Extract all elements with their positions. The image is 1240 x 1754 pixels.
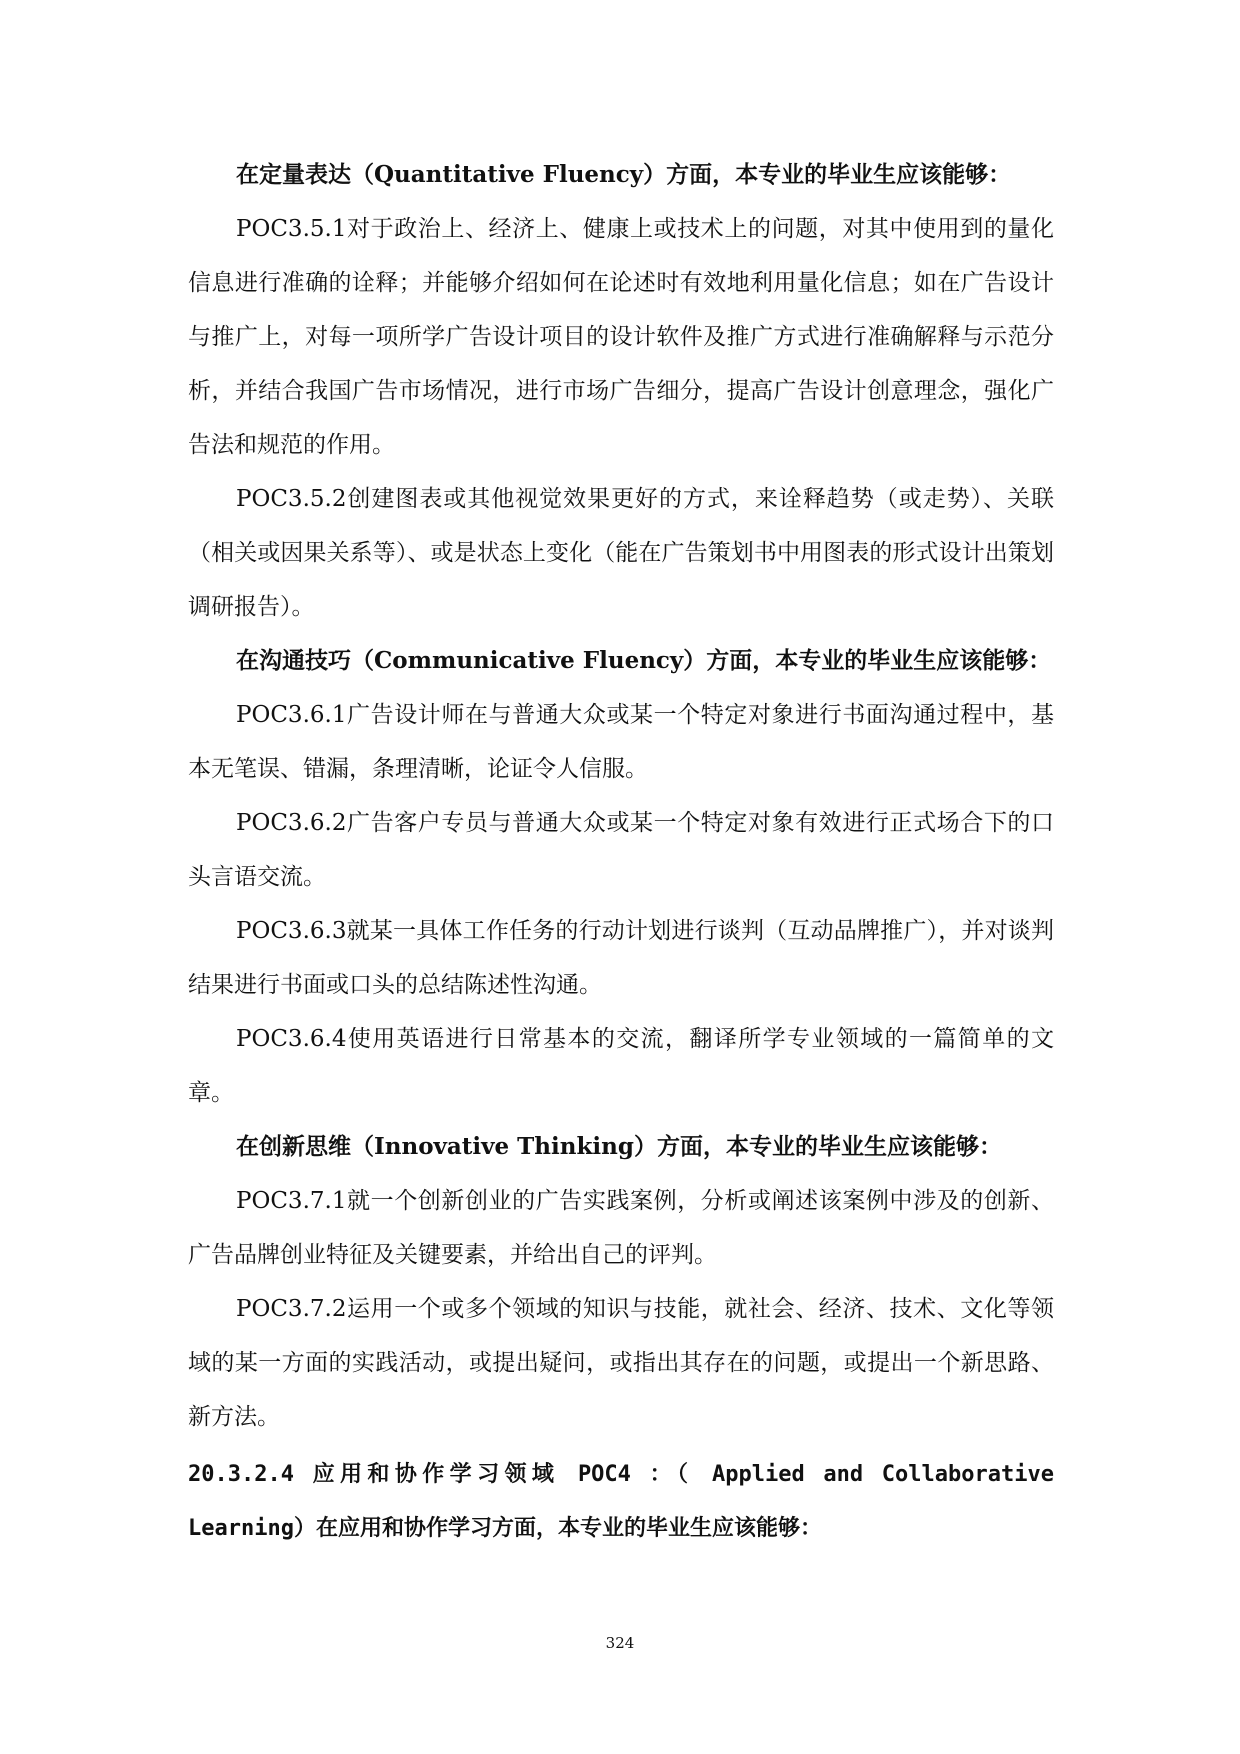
section-heading-20-3-2-4: 20.3.2.4 应用和协作学习领域 POC4 ：（ Applied and Collaborative Learning）在应用和协作学习方面，本专业的毕业生应该能够： <box>188 1462 1054 1541</box>
heading-quantitative-fluency: 在定量表达（Quantitative Fluency）方面，本专业的毕业生应该能够： <box>236 161 1012 188</box>
document-page <box>188 148 1054 1556</box>
heading-communicative-fluency: 在沟通技巧（Communicative Fluency）方面，本专业的毕业生应该能够： <box>236 647 1052 674</box>
paragraph-poc3-5-2: POC3.5.2创建图表或其他视觉效果更好的方式，来诠释趋势（或走势）、关联（相关或因果关系等）、或是状态上变化（能在广告策划书中用图表的形式设计出策划调研报告）。 <box>188 486 1054 620</box>
paragraph-poc3-6-4: POC3.6.4使用英语进行日常基本的交流，翻译所学专业领域的一篇简单的文章。 <box>188 1026 1054 1106</box>
paragraph-poc3-7-2: POC3.7.2运用一个或多个领域的知识与技能，就社会、经济、技术、文化等领域的某一方面的实践活动，或提出疑问，或指出其存在的问题，或提出一个新思路、新方法。 <box>188 1296 1054 1430</box>
paragraph-poc3-6-1: POC3.6.1广告设计师在与普通大众或某一个特定对象进行书面沟通过程中，基本无笔误、错漏，条理清晰，论证令人信服。 <box>188 702 1054 782</box>
paragraph-poc3-7-1: POC3.7.1就一个创新创业的广告实践案例，分析或阐述该案例中涉及的创新、广告品牌创业特征及关键要素，并给出自己的评判。 <box>188 1188 1054 1268</box>
page-number: 324 <box>605 1634 635 1652</box>
heading-innovative-thinking: 在创新思维（Innovative Thinking）方面，本专业的毕业生应该能够： <box>236 1133 1002 1160</box>
paragraph-poc3-6-3: POC3.6.3就某一具体工作任务的行动计划进行谈判（互动品牌推广），并对谈判结果进行书面或口头的总结陈述性沟通。 <box>188 918 1054 998</box>
paragraph-poc3-6-2: POC3.6.2广告客户专员与普通大众或某一个特定对象有效进行正式场合下的口头言语交流。 <box>188 810 1054 890</box>
paragraph-poc3-5-1: POC3.5.1对于政治上、经济上、健康上或技术上的问题，对其中使用到的量化信息进行准确的诠释；并能够介绍如何在论述时有效地利用量化信息；如在广告设计与推广上，对每一项所学广告设计项目的设计软件及推广方式进行准确解释与示范分析，并结合我国广告市场情况，进行市场广告细分，提高广告设计创意理念，强化广告法和规范的作用。 <box>188 216 1054 458</box>
